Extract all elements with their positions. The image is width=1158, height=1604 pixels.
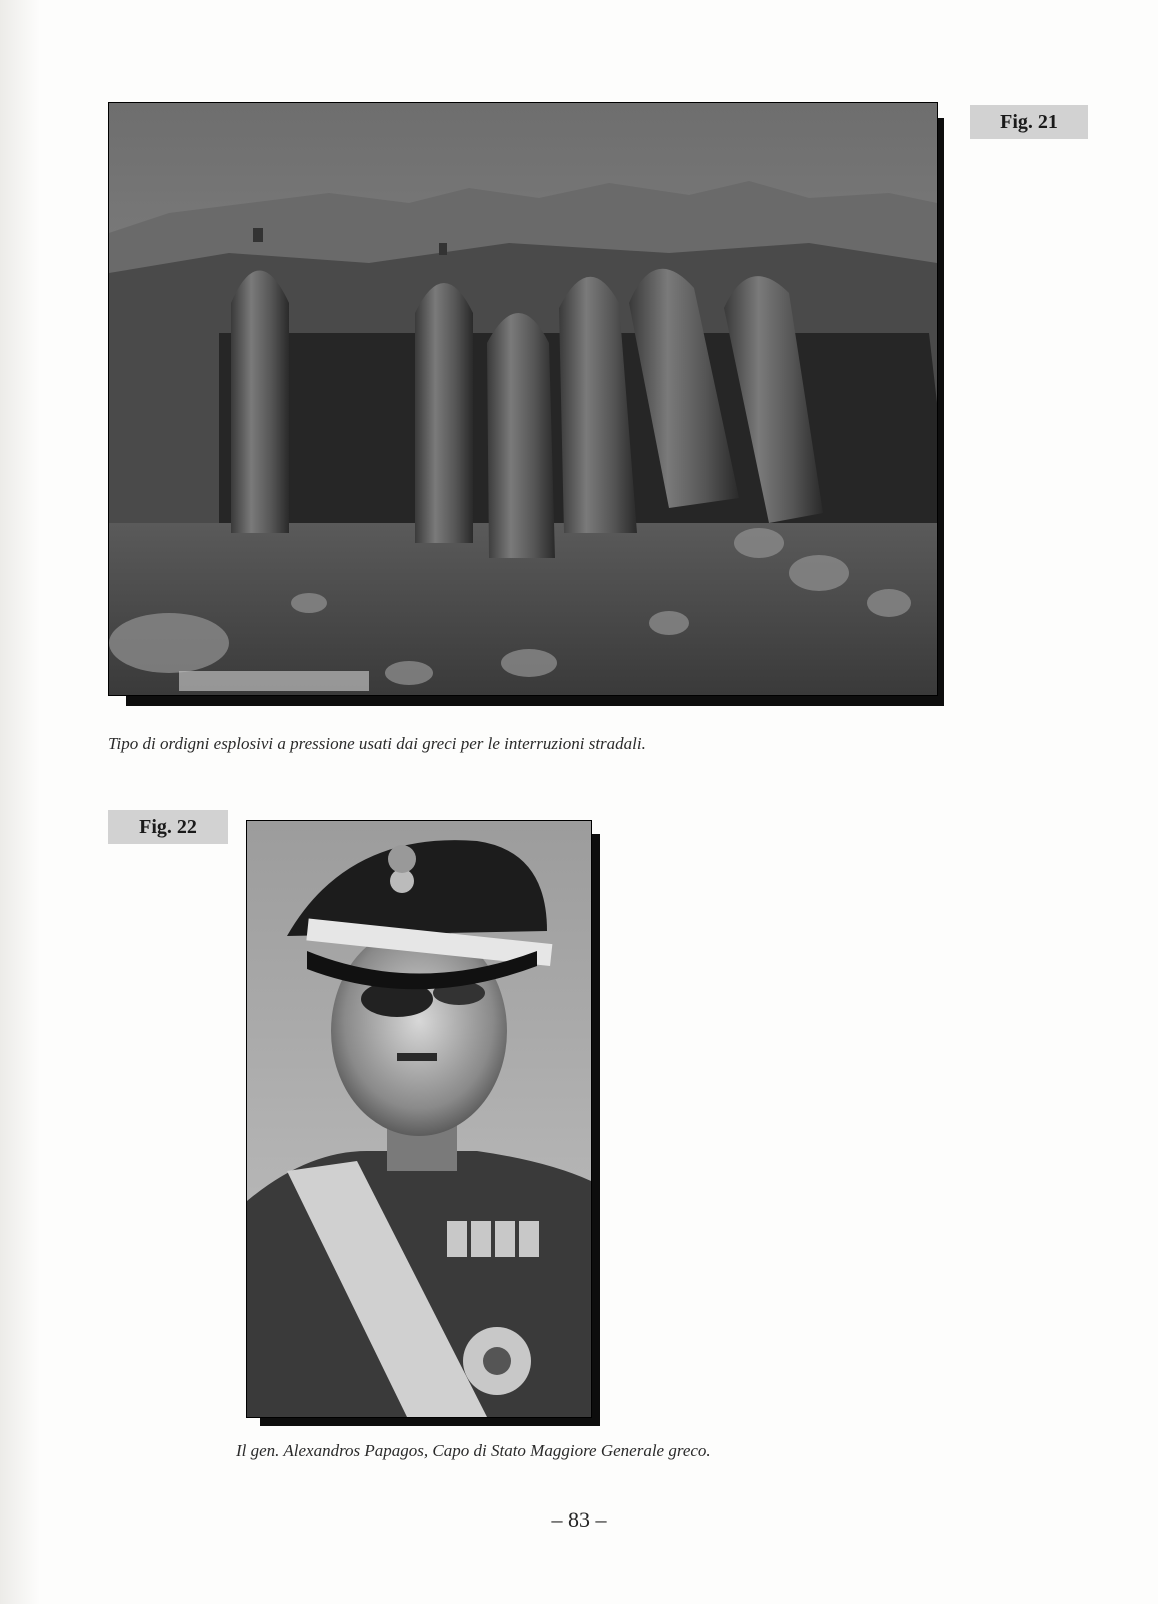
- fig21-caption: Tipo di ordigni esplosivi a pressione usati dai greci per le interruzioni stradali.: [108, 734, 646, 753]
- fig21-label: Fig. 21: [970, 105, 1088, 139]
- general-portrait-photo: [246, 820, 592, 1418]
- general-portrait-image: [247, 821, 591, 1417]
- page-number: – 83 –: [551, 1507, 607, 1532]
- fig22-caption: Il gen. Alexandros Papagos, Capo di Stato Maggiore Generale greco.: [236, 1441, 711, 1460]
- fig22-label: Fig. 22: [108, 810, 228, 844]
- scan-edge: [0, 0, 40, 1604]
- artillery-shells-photo: [108, 102, 938, 696]
- artillery-shells-image: [109, 103, 937, 695]
